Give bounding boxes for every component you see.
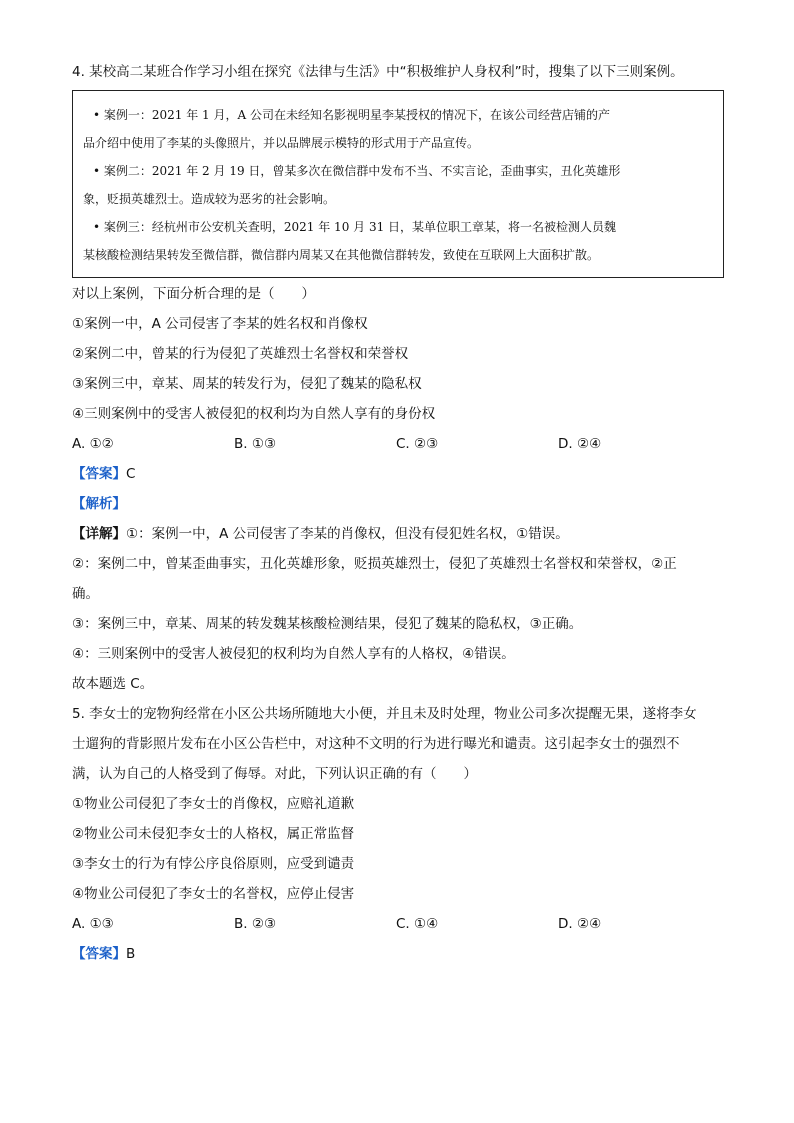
q4-detail-line-5: ④：三则案例中的受害人被侵犯的权利均为自然人享有的人格权，④错误。 (72, 646, 515, 662)
q4-detail-line-2: ②：案例二中，曾某歪曲事实，丑化英雄形象，贬损英雄烈士，侵犯了英雄烈士名誉权和荣誉权，②正 (72, 556, 677, 572)
q4-option-c: C. ②③ (396, 436, 439, 452)
q4-detail-line-1 (72, 524, 724, 544)
q4-case-box (72, 90, 724, 278)
q4-question: 对以上案例，下面分析合理的是（ ） (72, 286, 315, 302)
q5-stem-line-2: 士遛狗的背影照片发布在小区公告栏中，对这种不文明的行为进行曝光和谴责。这引起李女士的强烈不 (72, 736, 680, 752)
q4-case-3-line-2: 某核酸检测结果转发至微信群，微信群内周某又在其他微信群转发，致使在互联网上大面积扩散。 (83, 248, 600, 262)
q5-answer-value: B (126, 946, 136, 962)
q5-option-b: B. ②③ (234, 916, 277, 932)
q5-item-4: ④物业公司侵犯了李女士的名誉权，应停止侵害 (72, 886, 355, 902)
q5-item-2: ②物业公司未侵犯李女士的人格权，属正常监督 (72, 826, 355, 842)
q4-answer-value: C (126, 466, 136, 482)
q4-case-1-line-2: 品介绍中使用了李某的头像照片，并以品牌展示模特的形式用于产品宣传。 (83, 136, 480, 150)
q4-answer-tag: 【答案】 (72, 466, 126, 482)
q5-item-3: ③李女士的行为有悖公序良俗原则，应受到谴责 (72, 856, 355, 872)
q5-option-c: C. ①④ (396, 916, 439, 932)
q5-option-d: D. ②④ (558, 916, 602, 932)
q4-analysis-tag-line (72, 494, 724, 514)
q5-stem-line-3: 满，认为自己的人格受到了侮辱。对此，下列认识正确的有（ ） (72, 766, 477, 782)
q4-detail-text-1: ①：案例一中，A 公司侵害了李某的肖像权，但没有侵犯姓名权，①错误。 (126, 526, 569, 542)
q4-detail-line-3: 确。 (72, 586, 99, 602)
q4-item-3: ③案例三中，章某、周某的转发行为，侵犯了魏某的隐私权 (72, 376, 422, 392)
q4-option-d: D. ②④ (558, 436, 602, 452)
q4-case-2-line-2: 象，贬损英雄烈士。造成较为恶劣的社会影响。 (83, 192, 336, 206)
q4-item-1: ①案例一中，A 公司侵害了李某的姓名权和肖像权 (72, 316, 368, 332)
q4-case-3-line-1: • 案例三：经杭州市公安机关查明，2021 年 10 月 31 日，某单位职工章某，将一名被检测人员魏 (93, 220, 617, 234)
q5-answer-tag: 【答案】 (72, 946, 126, 962)
q5-options (72, 914, 724, 934)
q4-option-b: B. ①③ (234, 436, 277, 452)
q5-option-a: A. ①③ (72, 916, 114, 932)
q4-option-a: A. ①② (72, 436, 114, 452)
q4-conclusion: 故本题选 C。 (72, 676, 154, 692)
q4-item-4: ④三则案例中的受害人被侵犯的权利均为自然人享有的身份权 (72, 406, 436, 422)
q4-detail-tag: 【详解】 (72, 526, 126, 542)
q4-answer (72, 464, 724, 484)
document-page (72, 62, 724, 964)
q4-case-1-line-1: • 案例一：2021 年 1 月，A 公司在未经知名影视明星李某授权的情况下，在该公司经营店铺的产 (93, 108, 610, 122)
q4-detail-line-4: ③：案例三中，章某、周某的转发魏某核酸检测结果，侵犯了魏某的隐私权，③正确。 (72, 616, 583, 632)
q5-stem-line-1: 5. 李女士的宠物狗经常在小区公共场所随地大小便，并且未及时处理，物业公司多次提醒无果，遂将李女 (72, 706, 697, 722)
q4-analysis-tag: 【解析】 (72, 496, 126, 512)
q5-answer (72, 944, 724, 964)
q4-case-2-line-1: • 案例二：2021 年 2 月 19 日，曾某多次在微信群中发布不当、不实言论，歪曲事实，丑化英雄形 (93, 164, 621, 178)
q4-options (72, 434, 724, 454)
q4-item-2: ②案例二中，曾某的行为侵犯了英雄烈士名誉权和荣誉权 (72, 346, 409, 362)
q4-stem: 4. 某校高二某班合作学习小组在探究《法律与生活》中“积极维护人身权利”时，搜集了以下三则案例。 (72, 64, 684, 80)
q5-item-1: ①物业公司侵犯了李女士的肖像权，应赔礼道歉 (72, 796, 355, 812)
